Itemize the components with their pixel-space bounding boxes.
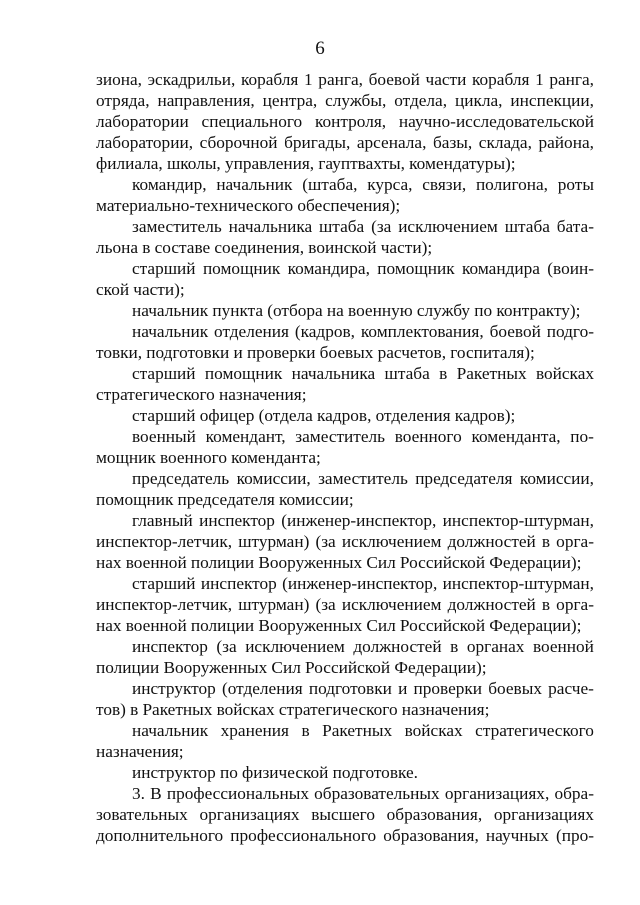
text-line: военный комендант, заместитель военного коменданта, по- bbox=[132, 427, 594, 446]
text-line: помощник председателя комиссии; bbox=[96, 490, 354, 509]
text-line: лаборатории, сборочной бригады, арсенала, базы, склада, района, bbox=[96, 133, 594, 152]
text-line: товки, подготовки и проверки боевых расчетов, госпиталя); bbox=[96, 343, 535, 362]
text-line: отряда, направления, центра, службы, отдела, цикла, инспекции, bbox=[96, 91, 594, 110]
text-line: начальник пункта (отбора на военную службу по контракту); bbox=[132, 301, 581, 320]
text-line: начальник отделения (кадров, комплектования, боевой подго- bbox=[132, 322, 594, 341]
text-line: командир, начальник (штаба, курса, связи, полигона, роты bbox=[132, 175, 594, 194]
text-line: тов) в Ракетных войсках стратегического назначения; bbox=[96, 700, 490, 719]
text-line: главный инспектор (инженер-инспектор, инспектор-штурман, bbox=[132, 511, 594, 530]
text-line: материально-технического обеспечения); bbox=[96, 196, 401, 215]
text-line: мощник военного коменданта; bbox=[96, 448, 321, 467]
text-line: старший офицер (отдела кадров, отделения кадров); bbox=[132, 406, 516, 425]
text-line: инспектор-летчик, штурман) (за исключением должностей в орга- bbox=[96, 532, 594, 551]
text-line: ской части); bbox=[96, 280, 185, 299]
text-line: старший инспектор (инженер-инспектор, инспектор-штурман, bbox=[132, 574, 594, 593]
text-line: зовательных организациях высшего образования, организациях bbox=[96, 805, 594, 824]
text-line: нах военной полиции Вооруженных Сил Российской Федерации); bbox=[96, 553, 582, 572]
text-line: лаборатории специального контроля, научно-исследовательской bbox=[96, 112, 594, 131]
text-line: назначения; bbox=[96, 742, 184, 761]
text-line: зиона, эскадрильи, корабля 1 ранга, боевой части корабля 1 ранга, bbox=[96, 70, 594, 89]
text-line: инструктор по физической подготовке. bbox=[132, 763, 418, 782]
text-line: стратегического назначения; bbox=[96, 385, 307, 404]
text-line: полиции Вооруженных Сил Российской Федерации); bbox=[96, 658, 487, 677]
text-line: филиала, школы, управления, гауптвахты, комендатуры); bbox=[96, 154, 516, 173]
text-line: начальник хранения в Ракетных войсках стратегического bbox=[132, 721, 594, 740]
page-number: 6 bbox=[315, 38, 325, 59]
text-line: дополнительного профессионального образования, научных (про- bbox=[96, 826, 594, 845]
text-line: старший помощник командира, помощник командира (воин- bbox=[132, 259, 594, 278]
text-line: инспектор-летчик, штурман) (за исключением должностей в орга- bbox=[96, 595, 594, 614]
text-line: 3. В профессиональных образовательных организациях, обра- bbox=[132, 784, 594, 803]
text-line: инструктор (отделения подготовки и проверки боевых расче- bbox=[132, 679, 594, 698]
text-line: льона в составе соединения, воинской части); bbox=[96, 238, 433, 257]
body-text bbox=[96, 69, 594, 846]
text-line: старший помощник начальника штаба в Ракетных войсках bbox=[132, 364, 594, 383]
text-line: инспектор (за исключением должностей в органах военной bbox=[132, 637, 594, 656]
text-line: председатель комиссии, заместитель председателя комиссии, bbox=[132, 469, 594, 488]
text-line: нах военной полиции Вооруженных Сил Российской Федерации); bbox=[96, 616, 582, 635]
text-line: заместитель начальника штаба (за исключением штаба бата- bbox=[132, 217, 594, 236]
